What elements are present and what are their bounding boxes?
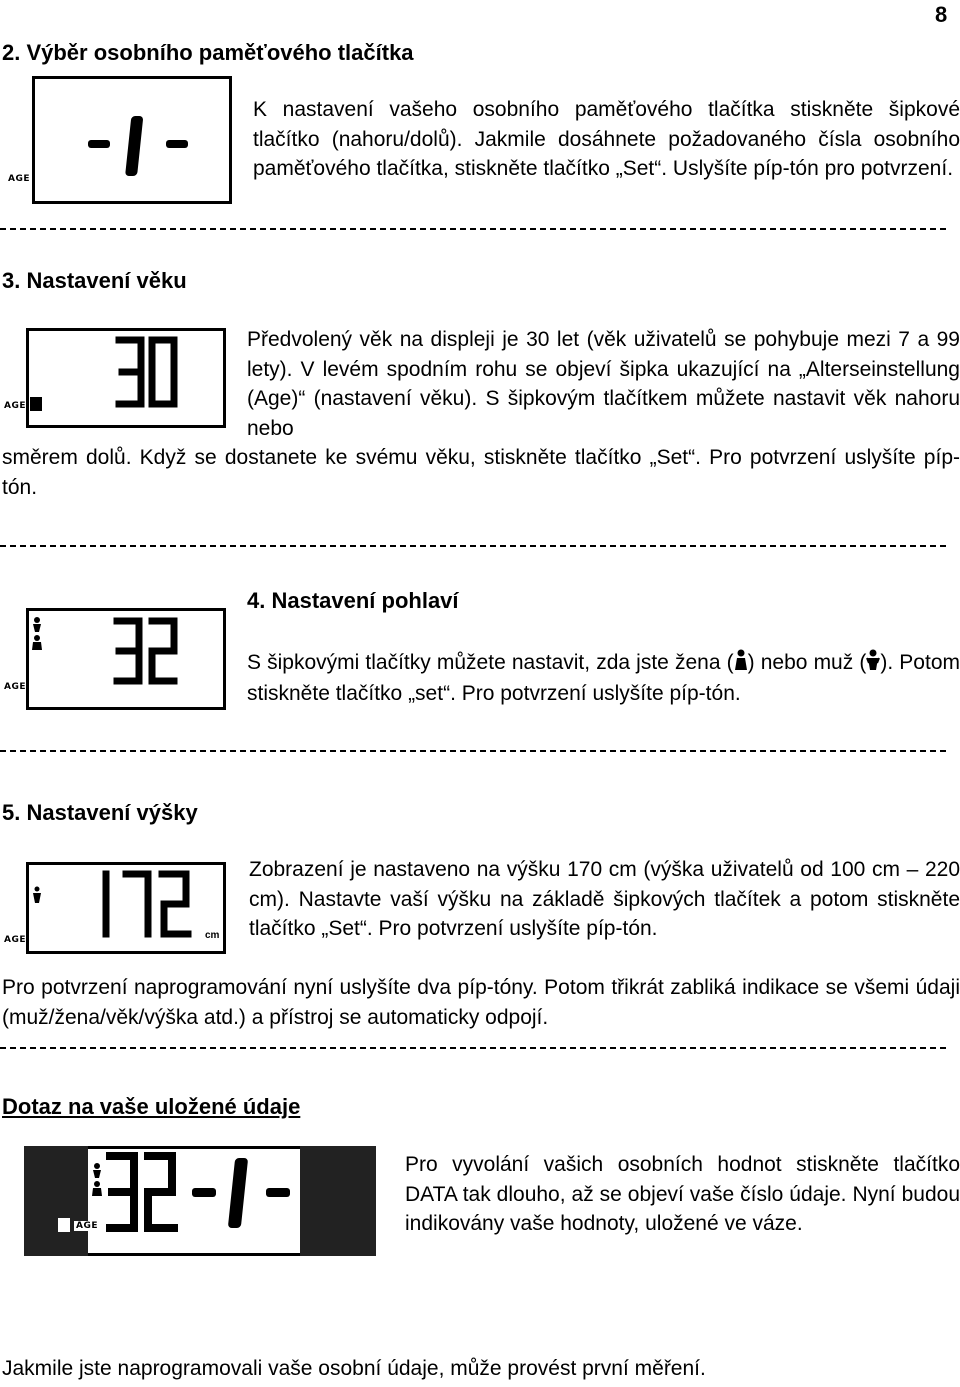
text-part: S šipkovými tlačítky můžete nastavit, zda jste žena ( bbox=[247, 651, 734, 674]
female-icon bbox=[734, 649, 748, 671]
age-pointer-icon bbox=[58, 1218, 70, 1232]
age-label: AGE bbox=[4, 935, 27, 945]
male-icon bbox=[866, 649, 880, 671]
query-paragraph: Pro vyvolání vašich osobních hodnot stiskněte tlačítko DATA tak dlouho, až se objeví vaše číslo údaje. Nyní budou indikovány vaše hodnoty, uložené ve váze. bbox=[405, 1153, 960, 1235]
divider bbox=[0, 228, 946, 230]
lcd-digits bbox=[96, 868, 196, 940]
section-3-heading: 3. Nastavení věku bbox=[2, 268, 187, 293]
unit-label: cm bbox=[205, 930, 220, 941]
query-heading: Dotaz na vaše uložené údaje bbox=[2, 1094, 301, 1119]
gender-icons bbox=[90, 1162, 104, 1198]
age-pointer-icon bbox=[30, 397, 42, 411]
page-number: 8 bbox=[935, 2, 948, 27]
section-2-heading: 2. Výběr osobního paměťového tlačítka bbox=[2, 40, 414, 65]
section-5-paragraph: Pro potvrzení naprogramování nyní uslyšíte dva píp-tóny. Potom třikrát zabliká indikace se všemi údaji (muž/žena/věk/výška atd.) a přístroj se automaticky odpojí. bbox=[2, 976, 960, 1029]
text-part: ) nebo muž ( bbox=[747, 651, 867, 674]
section-4-heading: 4. Nastavení pohlaví bbox=[247, 588, 459, 613]
section-2-paragraph: K nastavení vašeho osobního paměťového tlačítka stiskněte šipkové tlačítko (nahoru/dolů). Jakmile dosáhnete požadovaného čísla osobního paměťového tlačítka, stiskněte tlačítko „Set“. Uslyšíte píp-tón pro potvrzení. bbox=[253, 98, 960, 180]
dark-left-panel bbox=[24, 1146, 88, 1256]
male-indicator-icon bbox=[32, 886, 42, 904]
lcd-digits-left bbox=[104, 1150, 180, 1234]
divider bbox=[0, 1047, 946, 1049]
age-label: AGE bbox=[4, 401, 27, 411]
divider bbox=[0, 750, 946, 752]
section-4-paragraph bbox=[247, 647, 960, 709]
section-3-paragraph-indented: Předvolený věk na displeji je 30 let (věk uživatelů se pohybuje mezi 7 a 99 lety). V levém spodním rohu se objeví šipka ukazující na „Alterseinstellung (Age)“ (nastavení věku). S šipkovým tlačítkem můžete nastavit věk nahoru nebo bbox=[247, 328, 960, 440]
lcd-digits bbox=[80, 110, 200, 180]
age-label: AGE bbox=[4, 682, 27, 692]
section-3-paragraph: směrem dolů. Když se dostanete ke svému věku, stiskněte tlačítko „Set“. Pro potvrzení uslyšíte píp-tón. bbox=[2, 446, 960, 499]
section-5-heading: 5. Nastavení výšky bbox=[2, 800, 198, 825]
gender-icons bbox=[30, 616, 44, 652]
lcd-digits bbox=[114, 335, 180, 409]
section-5-paragraph-indented: Zobrazení je nastaveno na výšku 170 cm (výška uživatelů od 100 cm – 220 cm). Nastavte vaší výšku na základě šipkových tlačítek a potom stiskněte tlačítko „Set“. Pro potvrzení uslyšíte píp-tón. bbox=[249, 858, 960, 940]
divider bbox=[0, 545, 946, 547]
age-label: AGE bbox=[76, 1221, 99, 1231]
dark-right-panel bbox=[300, 1146, 376, 1256]
lcd-digits bbox=[112, 615, 180, 687]
footer-text: Jakmile jste naprogramovali vaše osobní údaje, může provést první měření. bbox=[2, 1357, 706, 1380]
lcd-digits-right bbox=[186, 1150, 296, 1234]
text-part: ). Potom stiskněte tlačítko „set“. Pro potvrzení uslyšíte píp-tón. bbox=[247, 651, 960, 705]
age-label: AGE bbox=[8, 174, 31, 184]
